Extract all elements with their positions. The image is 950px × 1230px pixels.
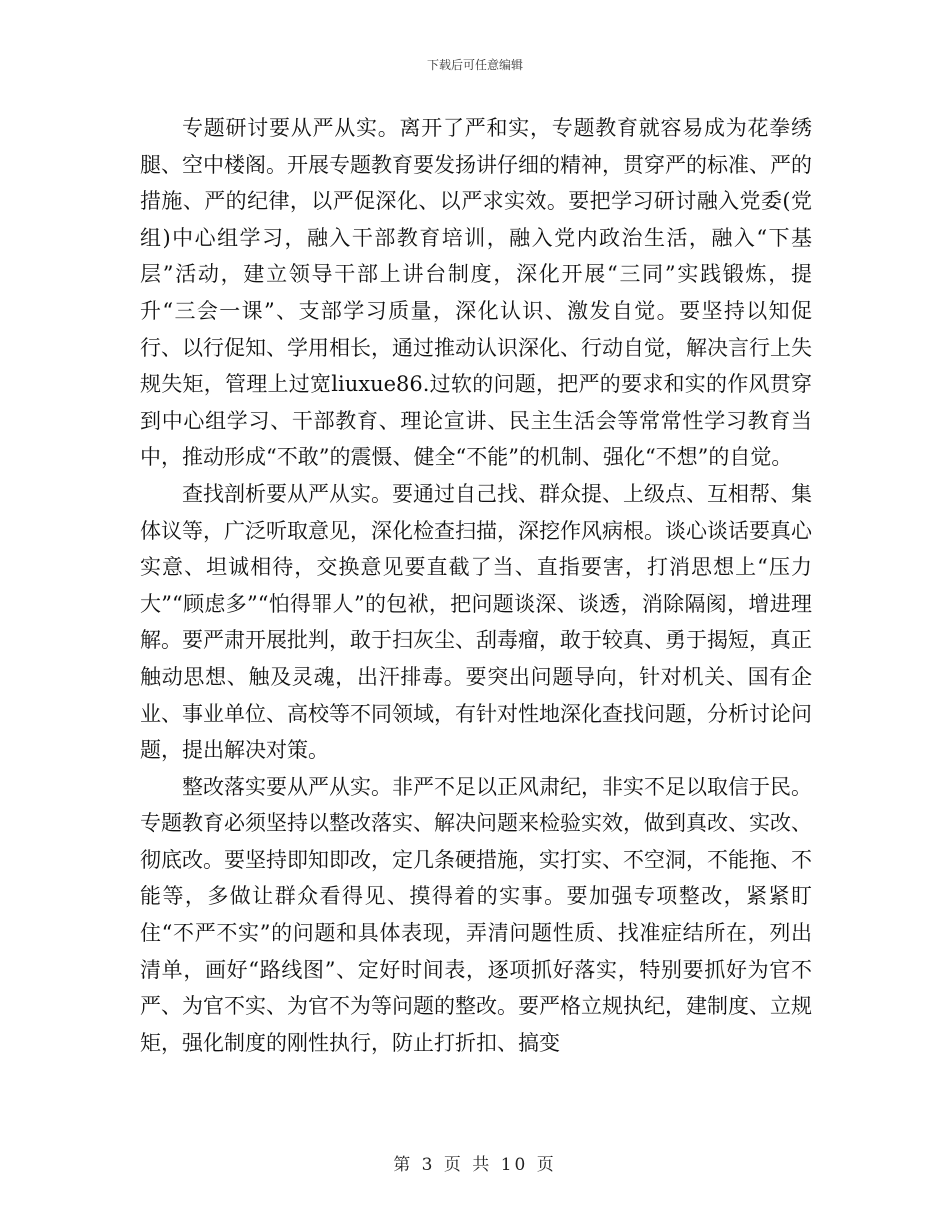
page-header: 下载后可任意编辑: [426, 58, 523, 72]
paragraph-rectification: 整改落实要从严从实。非严不足以正风肃纪，非实不足以取信于民。专题教育必须坚持以整改落实、解决问题来检验实效，做到真改、实改、彻底改。要坚持即知即改，定几条硬措施，实打实、不空洞，不能拖、不能等，多做让群众看得见、摸得着的实事。要加强专项整改，紧紧盯住“不严不实”的问题和具体表现，弄清问题性质、找准症结所在，列出清单，画好“路线图”、定好时间表，逐项抓好落实，特别要抓好为官不严、为官不实、为官不为等问题的整改。要严格立规执纪，建制度、立规矩，强化制度的刚性执行，防止打折扣、搞变: [140, 774, 812, 1055]
page-footer: 第 3 页 共 10 页: [393, 1155, 557, 1175]
document-body: [140, 110, 812, 1061]
paragraph-seminar: 专题研讨要从严从实。离开了严和实，专题教育就容易成为花拳绣腿、空中楼阁。开展专题教育要发扬讲仔细的精神，贯穿严的标准、严的措施、严的纪律，以严促深化、以严求实效。要把学习研讨融入党委(党组)中心组学习，融入干部教育培训，融入党内政治生活，融入“下基层”活动，建立领导干部上讲台制度，深化开展“三同”实践锻炼，提升“三会一课”、支部学习质量，深化认识、激发自觉。要坚持以知促行、以行促知、学用相长，通过推动认识深化、行动自觉，解决言行上失规失矩，管理上过宽liuxue86.过软的问题，把严的要求和实的作风贯穿到中心组学习、干部教育、理论宣讲、民主生活会等常常性学习教育当中，推动形成“不敢”的震慑、健全“不能”的机制、强化“不想”的自觉。: [140, 116, 812, 470]
paragraph-analysis: 查找剖析要从严从实。要通过自己找、群众提、上级点、互相帮、集体议等，广泛听取意见，深化检查扫描，深挖作风病根。谈心谈话要真心实意、坦诚相待，交换意见要直截了当、直指要害，打消思想上“压力大”“顾虑多”“怕得罪人”的包袱，把问题谈深、谈透，消除隔阂，增进理解。要严肃开展批判，敢于扫灰尘、刮毒瘤，敢于较真、勇于揭短，真正触动思想、触及灵魂，出汗排毒。要突出问题导向，针对机关、国有企业、事业单位、高校等不同领域，有针对性地深化查找问题，分析讨论问题，提出解决对策。: [140, 481, 812, 763]
